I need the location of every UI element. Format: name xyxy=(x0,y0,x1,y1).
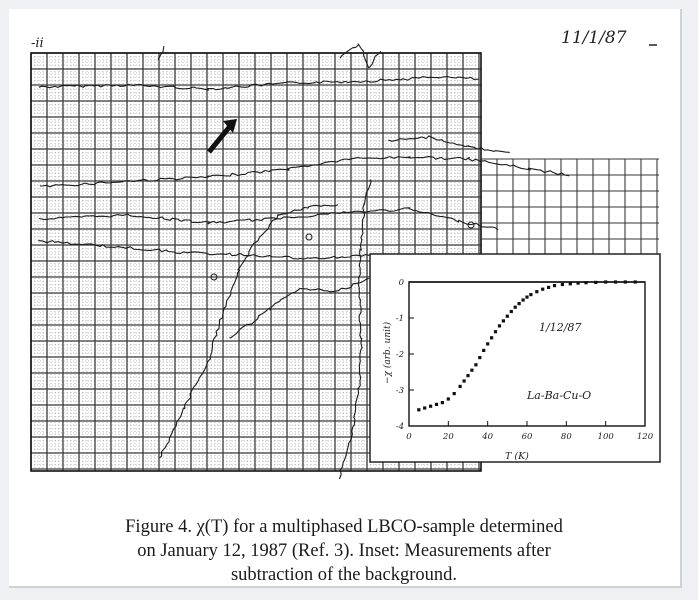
inset-date-label: 1/12/87 xyxy=(539,321,582,334)
inset-y-tick-label: -2 xyxy=(395,350,404,360)
inset-y-tick-label: 0 xyxy=(398,278,404,288)
inset-y-tick-label: -4 xyxy=(395,422,404,432)
inset-data-point xyxy=(506,315,509,318)
recorder-trace xyxy=(388,136,509,153)
inset-data-point xyxy=(604,280,607,283)
inset-y-axis-label: −χ (arb. unit) xyxy=(383,321,393,384)
inset-data-point xyxy=(634,280,637,283)
inset-x-tick-label: 40 xyxy=(482,432,494,442)
inset-data-point xyxy=(478,356,481,359)
inset-data-point xyxy=(525,296,528,299)
figure-caption xyxy=(39,515,649,587)
inset-data-point xyxy=(470,369,473,372)
inset-y-tick-label: -1 xyxy=(395,314,404,324)
inset-data-point xyxy=(547,286,550,289)
inset-data-point xyxy=(522,298,525,301)
inset-data-point xyxy=(474,363,477,366)
caption-line-2: on January 12, 1987 (Ref. 3). Inset: Measurements after xyxy=(137,541,551,561)
inset-data-point xyxy=(466,374,469,377)
inset-chart xyxy=(370,254,660,462)
inset-x-tick-label: 120 xyxy=(636,432,654,442)
inset-frame xyxy=(370,254,660,462)
inset-data-point xyxy=(429,405,432,408)
inset-data-point xyxy=(502,319,505,322)
inset-data-point xyxy=(482,349,485,352)
corner-right-mark: 11/1/87 xyxy=(561,28,627,48)
recorder-trace xyxy=(340,44,381,68)
inset-x-tick-label: 0 xyxy=(406,432,412,442)
inset-data-point xyxy=(614,280,617,283)
inset-data-point xyxy=(423,406,426,409)
inset-x-tick-label: 20 xyxy=(442,432,454,442)
inset-data-point xyxy=(435,403,438,406)
chart-area xyxy=(9,9,680,509)
inset-data-point xyxy=(594,281,597,284)
inset-data-point xyxy=(494,330,497,333)
recorder-trace xyxy=(38,241,369,259)
inset-data-point xyxy=(417,408,420,411)
inset-data-point xyxy=(490,336,493,339)
inset-x-axis-label: T (K) xyxy=(505,451,529,462)
inset-x-tick-label: 80 xyxy=(560,432,572,442)
inset-x-tick-label: 100 xyxy=(597,432,614,442)
caption-line-3: subtraction of the background. xyxy=(230,565,458,585)
inset-data-point xyxy=(624,280,627,283)
inset-data-point xyxy=(561,283,564,286)
inset-data-point xyxy=(459,385,462,388)
inset-data-point xyxy=(569,282,572,285)
inset-data-point xyxy=(447,397,450,400)
inset-data-point xyxy=(463,379,466,382)
inset-data-point xyxy=(553,284,556,287)
caption-line-1: Figure 4. χ(T) for a multiphased LBCO-sample determined xyxy=(125,517,563,537)
scanned-figure-page xyxy=(9,9,682,588)
inset-data-point xyxy=(584,281,587,284)
inset-y-tick-label: -3 xyxy=(395,386,404,396)
inset-data-point xyxy=(514,306,517,309)
inset-data-point xyxy=(441,401,444,404)
inset-data-point xyxy=(529,293,532,296)
inset-data-point xyxy=(486,342,489,345)
inset-x-tick-label: 60 xyxy=(521,432,533,442)
inset-data-point xyxy=(535,290,538,293)
corner-left-mark: -ii xyxy=(31,36,44,51)
inset-data-point xyxy=(510,310,513,313)
inset-data-point xyxy=(498,324,501,327)
inset-data-point xyxy=(577,282,580,285)
inset-data-point xyxy=(541,288,544,291)
inset-data-point xyxy=(453,392,456,395)
trace-marker xyxy=(306,234,312,240)
inset-material-label: La-Ba-Cu-O xyxy=(527,389,592,402)
inset-data-point xyxy=(518,302,521,305)
